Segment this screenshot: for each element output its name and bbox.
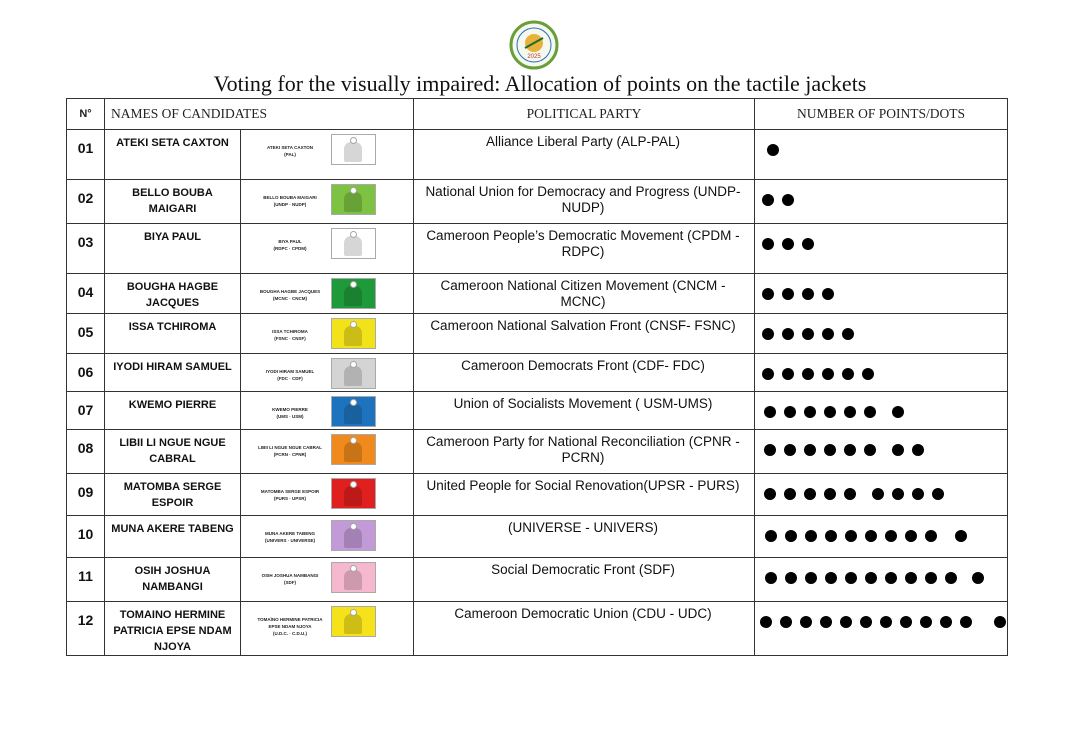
- tactile-dot: [845, 530, 857, 542]
- ballot-caption: [255, 572, 325, 586]
- ballot-card-image: [331, 228, 376, 259]
- ballot-caption: [255, 238, 325, 252]
- tactile-dot: [960, 616, 972, 628]
- header-names: NAMES OF CANDIDATES: [105, 99, 414, 130]
- candidate-number: 09: [67, 474, 105, 516]
- candidate-name: MUNA AKERE TABENG: [105, 516, 241, 558]
- tactile-dot: [865, 572, 877, 584]
- candidate-number: 10: [67, 516, 105, 558]
- candidate-name: KWEMO PIERRE: [105, 392, 241, 430]
- tactile-dot: [822, 328, 834, 340]
- ballot-candidate-name: OSIH JOSHUA NAMBANGI: [261, 573, 319, 578]
- ballot-card-image: [331, 134, 376, 165]
- candidate-name: IYODI HIRAM SAMUEL: [105, 354, 241, 392]
- candidate-portrait-icon: [344, 486, 362, 506]
- tactile-dot: [842, 368, 854, 380]
- candidate-portrait-icon: [344, 286, 362, 306]
- logo-year: 2025: [527, 54, 541, 60]
- ballot-card-image: [331, 358, 376, 389]
- ballot-candidate-name: MATOMBA SERGE ESPOIR: [260, 489, 320, 494]
- tactile-dot: [780, 616, 792, 628]
- tactile-dot: [782, 238, 794, 250]
- candidate-name: BOUGHA HAGBE JACQUES: [105, 274, 241, 314]
- tactile-dot: [805, 572, 817, 584]
- candidate-row: [67, 314, 1008, 354]
- tactile-dot: [994, 616, 1006, 628]
- political-party: (UNIVERSE - UNIVERS): [414, 516, 755, 558]
- candidate-name: ATEKI SETA CAXTON: [105, 130, 241, 180]
- tactile-dot: [764, 488, 776, 500]
- ballot-card-image: [331, 318, 376, 349]
- tactile-dot: [802, 288, 814, 300]
- tactile-dot: [844, 406, 856, 418]
- tactile-dot: [782, 194, 794, 206]
- tactile-dot: [840, 616, 852, 628]
- tactile-dot: [885, 530, 897, 542]
- political-party: United People for Social Renovation(UPSR - PURS): [414, 474, 755, 516]
- tactile-dot: [925, 530, 937, 542]
- political-party: National Union for Democracy and Progress (UNDP-NUDP): [414, 180, 755, 224]
- ballot-party-abbr: (UNDP · NUDP): [273, 202, 307, 207]
- tactile-dot: [762, 328, 774, 340]
- ballot-caption: [255, 328, 325, 342]
- ballot-caption: [255, 144, 325, 158]
- ballot-cell: [241, 430, 414, 474]
- ballot-card-image: [331, 278, 376, 309]
- tactile-dot: [892, 406, 904, 418]
- candidate-number: 06: [67, 354, 105, 392]
- tactile-dot: [844, 444, 856, 456]
- tactile-dot: [802, 328, 814, 340]
- tactile-dot: [865, 530, 877, 542]
- party-emblem-icon: [350, 231, 357, 238]
- candidate-portrait-icon: [344, 614, 362, 634]
- candidate-portrait-icon: [344, 570, 362, 590]
- tactile-dot: [972, 572, 984, 584]
- ballot-caption: [255, 406, 325, 420]
- ballot-card-image: [331, 562, 376, 593]
- political-party: Social Democratic Front (SDF): [414, 558, 755, 602]
- ballot-party-abbr: (MCNC · CNCM): [273, 296, 307, 301]
- points-cell: [755, 354, 1008, 392]
- tactile-dot: [892, 488, 904, 500]
- party-emblem-icon: [350, 609, 357, 616]
- tactile-dot: [760, 616, 772, 628]
- tactile-dot: [822, 288, 834, 300]
- points-cell: [755, 224, 1008, 274]
- tactile-dot: [864, 444, 876, 456]
- points-cell: [755, 516, 1008, 558]
- ballot-caption: [255, 530, 325, 544]
- ballot-candidate-name: BIYA PAUL: [278, 239, 302, 244]
- candidate-portrait-icon: [344, 236, 362, 256]
- ballot-caption: [255, 194, 325, 208]
- political-party: Cameroon National Salvation Front (CNSF- FSNC): [414, 314, 755, 354]
- candidate-row: [67, 392, 1008, 430]
- tactile-dot: [800, 616, 812, 628]
- ballot-cell: [241, 558, 414, 602]
- ballot-card-image: [331, 606, 376, 637]
- candidate-number: 12: [67, 602, 105, 656]
- tactile-dot: [785, 530, 797, 542]
- tactile-dot: [845, 572, 857, 584]
- points-cell: [755, 180, 1008, 224]
- candidate-row: [67, 430, 1008, 474]
- tactile-dot: [802, 238, 814, 250]
- ballot-party-abbr: (RDPC · CPDM): [273, 246, 307, 251]
- tactile-dot: [912, 444, 924, 456]
- tactile-dot: [804, 444, 816, 456]
- party-emblem-icon: [350, 321, 357, 328]
- ballot-cell: [241, 354, 414, 392]
- tactile-dot: [825, 530, 837, 542]
- tactile-dot: [762, 368, 774, 380]
- tactile-dot: [955, 530, 967, 542]
- candidate-number: 02: [67, 180, 105, 224]
- ballot-caption: [255, 288, 325, 302]
- ballot-card-image: [331, 520, 376, 551]
- candidate-portrait-icon: [344, 404, 362, 424]
- ballot-card-image: [331, 478, 376, 509]
- tactile-dot: [784, 488, 796, 500]
- candidate-row: [67, 354, 1008, 392]
- candidate-row: [67, 474, 1008, 516]
- tactile-dot: [784, 444, 796, 456]
- tactile-dot: [764, 406, 776, 418]
- tactile-dot: [945, 572, 957, 584]
- party-emblem-icon: [350, 399, 357, 406]
- ballot-party-abbr: (FDC · CDF): [277, 376, 303, 381]
- candidate-row: [67, 516, 1008, 558]
- tactile-dot: [765, 572, 777, 584]
- tactile-dot: [912, 488, 924, 500]
- header-number: N°: [67, 99, 105, 130]
- candidate-row: [67, 224, 1008, 274]
- candidate-row: [67, 602, 1008, 656]
- candidate-number: 01: [67, 130, 105, 180]
- tactile-dot: [782, 288, 794, 300]
- tactile-dot: [824, 488, 836, 500]
- header-party: POLITICAL PARTY: [414, 99, 755, 130]
- political-party: Cameroon National Citizen Movement (CNCM -MCNC): [414, 274, 755, 314]
- candidate-number: 03: [67, 224, 105, 274]
- political-party: Cameroon People’s Democratic Movement (CPDM - RDPC): [414, 224, 755, 274]
- ballot-caption: [255, 444, 325, 458]
- tactile-dot: [820, 616, 832, 628]
- ballot-candidate-name: ISSA TCHIROMA: [272, 329, 308, 334]
- tactile-dot: [762, 288, 774, 300]
- tactile-dot: [862, 368, 874, 380]
- ballot-party-abbr: (PCRN · CPNR): [273, 452, 307, 457]
- party-emblem-icon: [350, 437, 357, 444]
- candidate-row: [67, 130, 1008, 180]
- tactile-dot: [925, 572, 937, 584]
- tactile-dot: [762, 238, 774, 250]
- tactile-dot: [785, 572, 797, 584]
- tactile-dot: [765, 530, 777, 542]
- candidate-name: BIYA PAUL: [105, 224, 241, 274]
- ballot-candidate-name: MUNA AKERE TABENG: [264, 531, 316, 536]
- tactile-dot: [920, 616, 932, 628]
- tactile-dot: [860, 616, 872, 628]
- tactile-dot: [932, 488, 944, 500]
- party-emblem-icon: [350, 565, 357, 572]
- ballot-cell: [241, 314, 414, 354]
- tactile-dot: [905, 530, 917, 542]
- ballot-party-abbr: (UNIVERS · UNIVERSE): [264, 538, 315, 543]
- candidate-number: 11: [67, 558, 105, 602]
- ballot-party-abbr: (SDF): [284, 580, 296, 585]
- tactile-dot: [784, 406, 796, 418]
- candidate-name: BELLO BOUBA MAIGARI: [105, 180, 241, 224]
- ballot-card-image: [331, 434, 376, 465]
- political-party: Alliance Liberal Party (ALP-PAL): [414, 130, 755, 180]
- candidate-number: 08: [67, 430, 105, 474]
- candidate-row: [67, 558, 1008, 602]
- party-emblem-icon: [350, 137, 357, 144]
- points-cell: [755, 392, 1008, 430]
- candidate-name: TOMAINO HERMINE PATRICIA EPSE NDAM NJOYA: [105, 602, 241, 656]
- political-party: Union of Socialists Movement ( USM-UMS): [414, 392, 755, 430]
- tactile-dot: [844, 488, 856, 500]
- page-title: Voting for the visually impaired: Allocation of points on the tactile jackets: [213, 71, 867, 96]
- political-party: Cameroon Party for National Reconciliation (CPNR -PCRN): [414, 430, 755, 474]
- ballot-candidate-name: TOMAÏNO HERMINE PATRICIA EPSE NDAM NJOYA: [257, 617, 323, 629]
- political-party: Cameroon Democratic Union (CDU - UDC): [414, 602, 755, 656]
- tactile-dot: [825, 572, 837, 584]
- ballot-candidate-name: BELLO BOUBA MAIGARI: [263, 195, 317, 200]
- ballot-cell: [241, 392, 414, 430]
- tactile-dot: [782, 328, 794, 340]
- ballot-caption: [255, 368, 325, 382]
- ballot-party-abbr: (PURS · UPSR): [273, 496, 306, 501]
- candidate-row: [67, 274, 1008, 314]
- tactile-dot: [782, 368, 794, 380]
- ballot-party-abbr: (U.D.C. · C.D.U.): [273, 631, 307, 636]
- political-party: Cameroon Democrats Front (CDF- FDC): [414, 354, 755, 392]
- tactile-dot: [885, 572, 897, 584]
- candidate-portrait-icon: [344, 366, 362, 386]
- ballot-cell: [241, 130, 414, 180]
- ballot-caption: [255, 616, 325, 637]
- points-cell: [755, 130, 1008, 180]
- points-cell: [755, 474, 1008, 516]
- ballot-cell: [241, 224, 414, 274]
- party-emblem-icon: [350, 187, 357, 194]
- header-points: NUMBER OF POINTS/DOTS: [755, 99, 1008, 130]
- points-cell: [755, 314, 1008, 354]
- ballot-party-abbr: (PAL): [284, 152, 296, 157]
- tactile-dot: [824, 444, 836, 456]
- candidate-portrait-icon: [344, 528, 362, 548]
- candidate-name: LIBII LI NGUE NGUE CABRAL: [105, 430, 241, 474]
- ballot-cell: [241, 474, 414, 516]
- ballot-candidate-name: IYODI HIRAM SAMUEL: [265, 369, 315, 374]
- tactile-dot: [872, 488, 884, 500]
- tactile-dot: [880, 616, 892, 628]
- candidate-name: MATOMBA SERGE ESPOIR: [105, 474, 241, 516]
- tactile-dot: [822, 368, 834, 380]
- candidate-portrait-icon: [344, 326, 362, 346]
- candidate-number: 07: [67, 392, 105, 430]
- party-emblem-icon: [350, 523, 357, 530]
- candidate-number: 05: [67, 314, 105, 354]
- allocation-table: [66, 98, 1008, 656]
- tactile-dot: [842, 328, 854, 340]
- tactile-dot: [905, 572, 917, 584]
- candidate-name: OSIH JOSHUA NAMBANGI: [105, 558, 241, 602]
- points-cell: [755, 430, 1008, 474]
- party-emblem-icon: [350, 481, 357, 488]
- ballot-cell: [241, 274, 414, 314]
- candidate-portrait-icon: [344, 442, 362, 462]
- points-cell: [755, 558, 1008, 602]
- candidate-name: ISSA TCHIROMA: [105, 314, 241, 354]
- candidate-number: 04: [67, 274, 105, 314]
- points-cell: [755, 274, 1008, 314]
- tactile-dot: [900, 616, 912, 628]
- tactile-dot: [824, 406, 836, 418]
- tactile-dot: [892, 444, 904, 456]
- ballot-candidate-name: KWEMO PIERRE: [272, 407, 308, 412]
- ballot-party-abbr: (FSNC · CNSF): [274, 336, 306, 341]
- tactile-dot: [940, 616, 952, 628]
- party-emblem-icon: [350, 281, 357, 288]
- tactile-dot: [864, 406, 876, 418]
- ballot-candidate-name: BOUGHA HAGBE JACQUES: [259, 289, 321, 294]
- tactile-dot: [767, 144, 779, 156]
- tactile-dot: [762, 194, 774, 206]
- ballot-caption: [255, 488, 325, 502]
- ballot-candidate-name: ATEKI SETA CAXTON: [266, 145, 314, 150]
- ballot-card-image: [331, 396, 376, 427]
- ballot-cell: [241, 602, 414, 656]
- ballot-cell: [241, 516, 414, 558]
- points-cell: [755, 602, 1008, 656]
- ballot-party-abbr: (UMS · USM): [276, 414, 304, 419]
- header-row: [67, 99, 1008, 130]
- tactile-dot: [764, 444, 776, 456]
- tactile-dot: [804, 406, 816, 418]
- candidate-portrait-icon: [344, 142, 362, 162]
- ballot-candidate-name: LIBII LI NGUE NGUE CABRAL: [258, 445, 322, 450]
- tactile-dot: [804, 488, 816, 500]
- party-emblem-icon: [350, 361, 357, 368]
- tactile-dot: [805, 530, 817, 542]
- ballot-card-image: [331, 184, 376, 215]
- election-logo-icon: [509, 20, 559, 70]
- candidate-row: [67, 180, 1008, 224]
- ballot-cell: [241, 180, 414, 224]
- tactile-dot: [802, 368, 814, 380]
- candidate-portrait-icon: [344, 192, 362, 212]
